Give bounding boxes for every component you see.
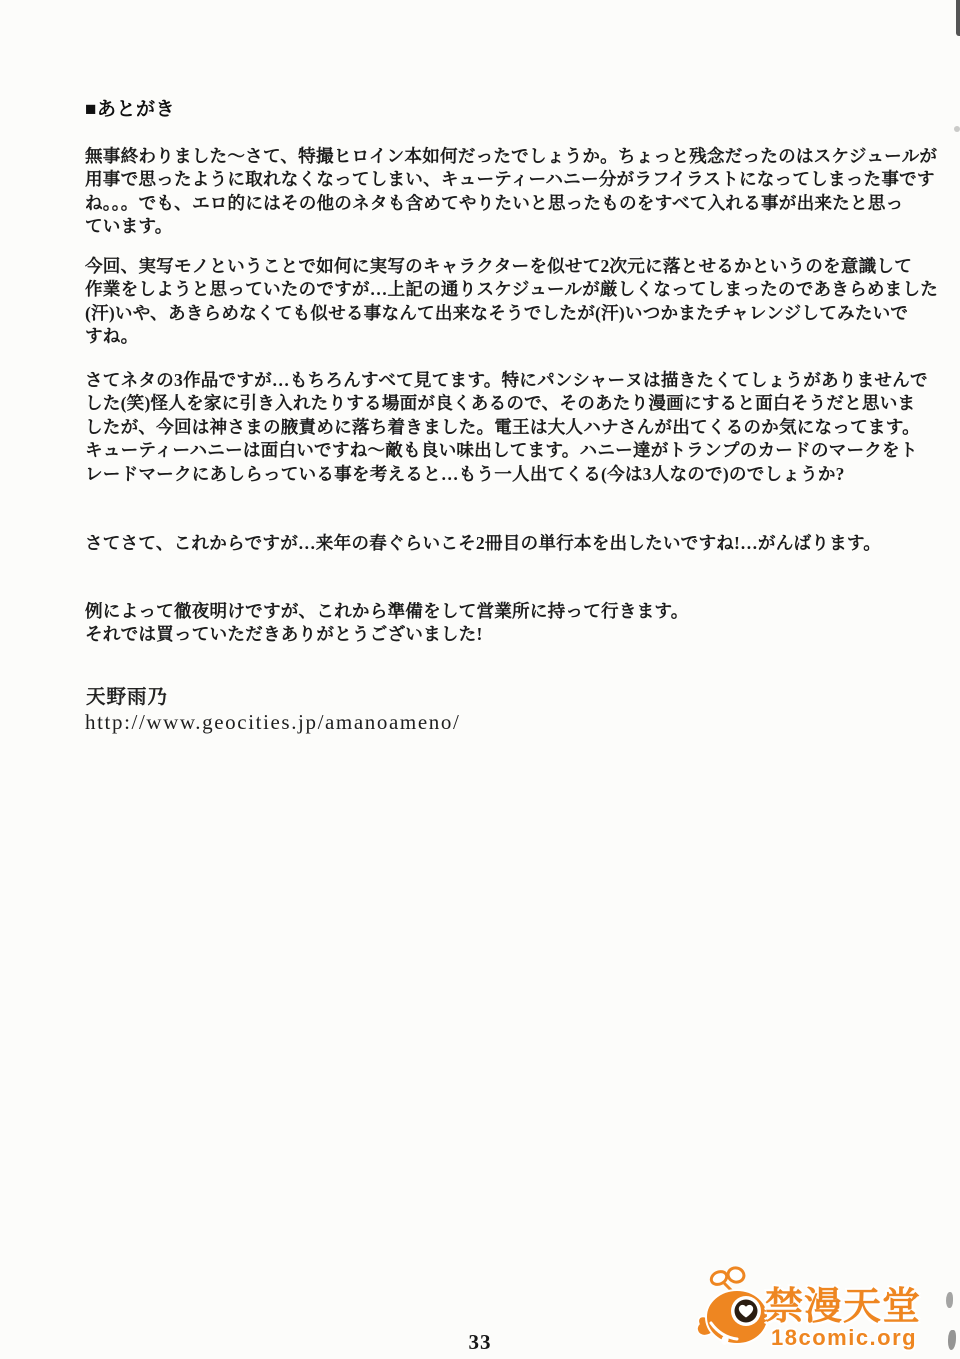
mascot-icon xyxy=(694,1266,772,1356)
text-line: それでは買っていただきありがとうございました! xyxy=(85,624,483,645)
text-line: した(笑)怪人を家に引き入れたりする場面が良くあるので、そのあたり漫画にすると面白そうだと思いま xyxy=(85,393,916,414)
afterword-paragraph xyxy=(85,532,881,555)
author-url: http://www.geocities.jp/amanoameno/ xyxy=(85,710,461,734)
text-line: 今回、実写モノということで如何に実写のキャラクターを似せて2次元に落とせるかというのを意識して xyxy=(85,256,912,276)
watermark-logo xyxy=(694,1262,944,1359)
text-line: さてさて、これからですが…来年の春ぐらいこそ2冊目の単行本を出したいですね!…がんばります。 xyxy=(85,533,882,553)
watermark-site-name: 禁漫天堂 xyxy=(765,1286,922,1328)
text-line: 例によって徹夜明けですが、これから準備をして営業所に持って行きます。 xyxy=(85,601,689,621)
text-line: さてネタの3作品ですが…もちろんすべて見てます。特にパンシャーヌは描きたくてしょうがありませんで xyxy=(85,370,928,390)
text-line: したが、今回は神さまの腋責めに落ち着きました。電王は大人ハナさんが出てくるのか気になってます。 xyxy=(85,416,920,437)
text-line: レードマークにあしらっている事を考えると…もう一人出てくる(今は3人なので)のでしょうか? xyxy=(85,463,845,484)
text-line: キューティーハニーは面白いですね～敵も良い味出してます。ハニー達がトランプのカードのマークをト xyxy=(85,440,918,461)
afterword-heading: ■あとがき xyxy=(85,99,175,120)
afterword-paragraph xyxy=(85,369,928,486)
author-name: 天野雨乃 xyxy=(86,687,169,708)
text-line: ています。 xyxy=(85,216,173,237)
afterword-paragraph xyxy=(85,255,938,349)
text-line: 作業をしようと思っていたのですが…上記の通りスケジュールが厳しくなってしまったのであきらめました xyxy=(85,279,939,300)
text-line: (汗)いや、あきらめなくても似せる事なんて出来なそうでしたが(汗)いつかまたチャレンジしてみたいで xyxy=(85,302,909,323)
text-line: 無事終わりました～さて、特撮ヒロイン本如何だったでしょうか。ちょっと残念だったのはスケジュールが xyxy=(85,146,938,166)
watermark-site-url: 18comic.org xyxy=(771,1325,918,1350)
scan-artifact xyxy=(954,126,960,132)
scan-artifact xyxy=(956,0,960,36)
text-line: すね。 xyxy=(85,326,139,347)
afterword-paragraph xyxy=(85,600,689,647)
text-line: ね。。。でも、エロ的にはその他のネタも含めてやりたいと思ったものをすべて入れる事が出来たと思っ xyxy=(85,192,904,213)
scan-artifact xyxy=(946,1292,953,1308)
text-line: 用事で思ったように取れなくなってしまい、キューティーハニー分がラフイラストになってしまった事です xyxy=(85,169,935,190)
page-number: 33 xyxy=(468,1330,492,1354)
afterword-paragraph xyxy=(85,145,937,239)
